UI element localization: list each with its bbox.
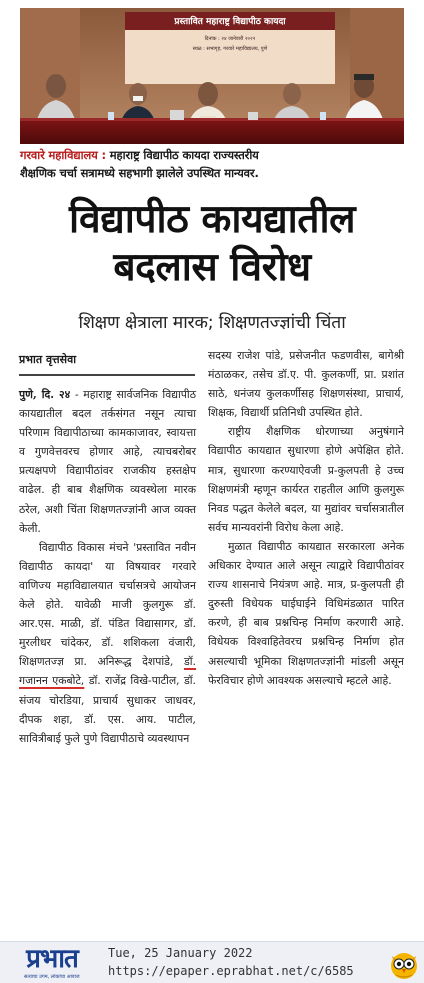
- caption-organization: गरवारे महाविद्यालय :: [20, 148, 106, 162]
- article-column-left: [19, 385, 196, 748]
- headline-line-1: विद्यापीठ कायद्यातील: [68, 197, 356, 242]
- caption-line-2: शैक्षणिक चर्चा सत्रामध्ये सहभागी झालेले उपस्थित मान्यवर.: [20, 166, 259, 180]
- article-dateline: पुणे, दि. २४: [19, 388, 71, 401]
- article-paragraph-4: मुळात विद्यापीठ कायद्यात सरकारला अनेक अधिकार देण्यात आले असून त्याद्वारे विद्यापीठांवर राज्य शासनाचे नियंत्रण आहे. मात्र, प्र-कुलपती ही दुरुस्ती विधेयक घाईघाईने विधिमंडळात पारित करणे, ही बाब प्रश्नचिन्ह निर्माण करणारी आहे. विधेयक विश्वाहितेवरच प्रश्नचिन्ह निर्माण होत असल्याची भूमिका शिक्षणतज्ज्ञांनी मांडली असून फेरविचार होणे आवश्यक असल्याचे म्हटले आहे.: [208, 539, 404, 687]
- article-paragraph-2-text-a: विद्यापीठ विकास मंचने 'प्रस्तावित नवीन विद्यापीठ कायदा' या विषयावर गरवारे वाणिज्य महाविद्यालयात चर्चासत्रचे आयोजन केले होते. यावेळी माजी कुलगुरू डॉ. आर.एस. माळी, डॉ. पंडित विद्यासागर, डॉ. मुरलीधर चांदेकर, डॉ. शशिकला वंजारी, शिक्षणतज्ज्ञ प्रा. अनिरूद्ध देशपांडे,: [19, 540, 196, 669]
- highlighted-name: डॉ. गजानन एकबोटे,: [19, 655, 196, 688]
- edition-date: Tue, 25 January 2022: [108, 946, 253, 960]
- epaper-footer: [0, 941, 424, 983]
- article-column-right: [208, 346, 404, 690]
- logo-wordmark: प्रभात: [26, 944, 78, 974]
- article-paragraph-1-text: - महाराष्ट्र सार्वजनिक विद्यापीठ कायद्यातील बदल तर्कसंगत नसून त्याचा परिणाम विद्यापीठाच्या कामकाजावर, स्वायत्ता व गुणवेत्तवरच होणार आहे, त्याचबरोबर प्रत्यक्षपणे विद्यापीठांवर राजकीय हस्तक्षेप वाढेल. ही बाब शैक्षणिक व्यवस्थेला मारक ठरेल, अशी चिंता शिक्षणतज्ज्ञांनी आज व्यक्त केली.: [19, 388, 196, 535]
- article-paragraph-1: [19, 385, 196, 538]
- byline: प्रभात वृत्तसेवा: [19, 353, 77, 366]
- caption-line-1: महाराष्ट्र विद्यापीठ कायदा राज्यस्तरीय: [105, 148, 259, 162]
- logo-tagline: सत्याचा उगम, लोकांचा आवाज: [24, 974, 80, 980]
- article-paragraph-2-text-b: डॉ. राजेंद्र विखे-पाटील, डॉ. संजय चोरडिया, प्राचार्य सुधाकर जाधवर, दीपक शहा, डॉ. एस. आय. पाटील, सावित्रीबाई फुले पुणे विद्यापीठाचे व्यवस्थापन: [19, 674, 196, 745]
- article-paragraph-3: राष्ट्रीय शैक्षणिक धोरणाच्या अनुषंगाने विद्यापीठ कायद्यात सुधारणा होणे अपेक्षित होते. मात्र, सुधारणा करण्याऐवजी प्र-कुलपती हे उच्च शिक्षणमंत्री म्हणून कार्यरत राहतील आणि कुलगुरू निवड पद्धत केलेले बदल, या मुद्यांवर चर्चासत्रातील सर्वच मान्यवरांनी विरोध केला आहे.: [208, 425, 404, 534]
- headline: [10, 196, 414, 292]
- prabhat-logo[interactable]: [4, 944, 100, 982]
- byline-divider: [19, 374, 195, 376]
- banner-date: दिनांक : २४ जानेवारी २०२२: [204, 36, 256, 42]
- event-photo: [20, 8, 404, 144]
- banner-venue: स्थळ : सभागृह, गरवारे महाविद्यालय, पुणे: [192, 46, 268, 52]
- epaper-link[interactable]: https://epaper.eprabhat.net/c/6585: [108, 964, 354, 978]
- subheadline: शिक्षण क्षेत्राला मारक; शिक्षणतज्ज्ञांची चिंता: [78, 313, 346, 333]
- headline-line-2: बदलास विरोध: [113, 245, 311, 290]
- owl-mascot-icon: [388, 948, 420, 980]
- article-paragraph-2: [19, 538, 196, 748]
- banner-title: प्रस्तावित महाराष्ट्र विद्यापीठ कायदा: [174, 17, 286, 27]
- photo-caption: [20, 146, 406, 182]
- article-paragraph-2-continued: सदस्य राजेश पांडे, प्रसेजनीत फडणवीस, बागेश्री मंठाळकर, तसेच डॉ.ए. पी. कुलकर्णी, प्रा. प्रशांत साठे, धनंजय कुलकर्णीसह शिक्षणसंस्था, प्राचार्य, शिक्षक, विद्यार्थी प्रतिनिधी उपस्थित होते.: [208, 349, 404, 420]
